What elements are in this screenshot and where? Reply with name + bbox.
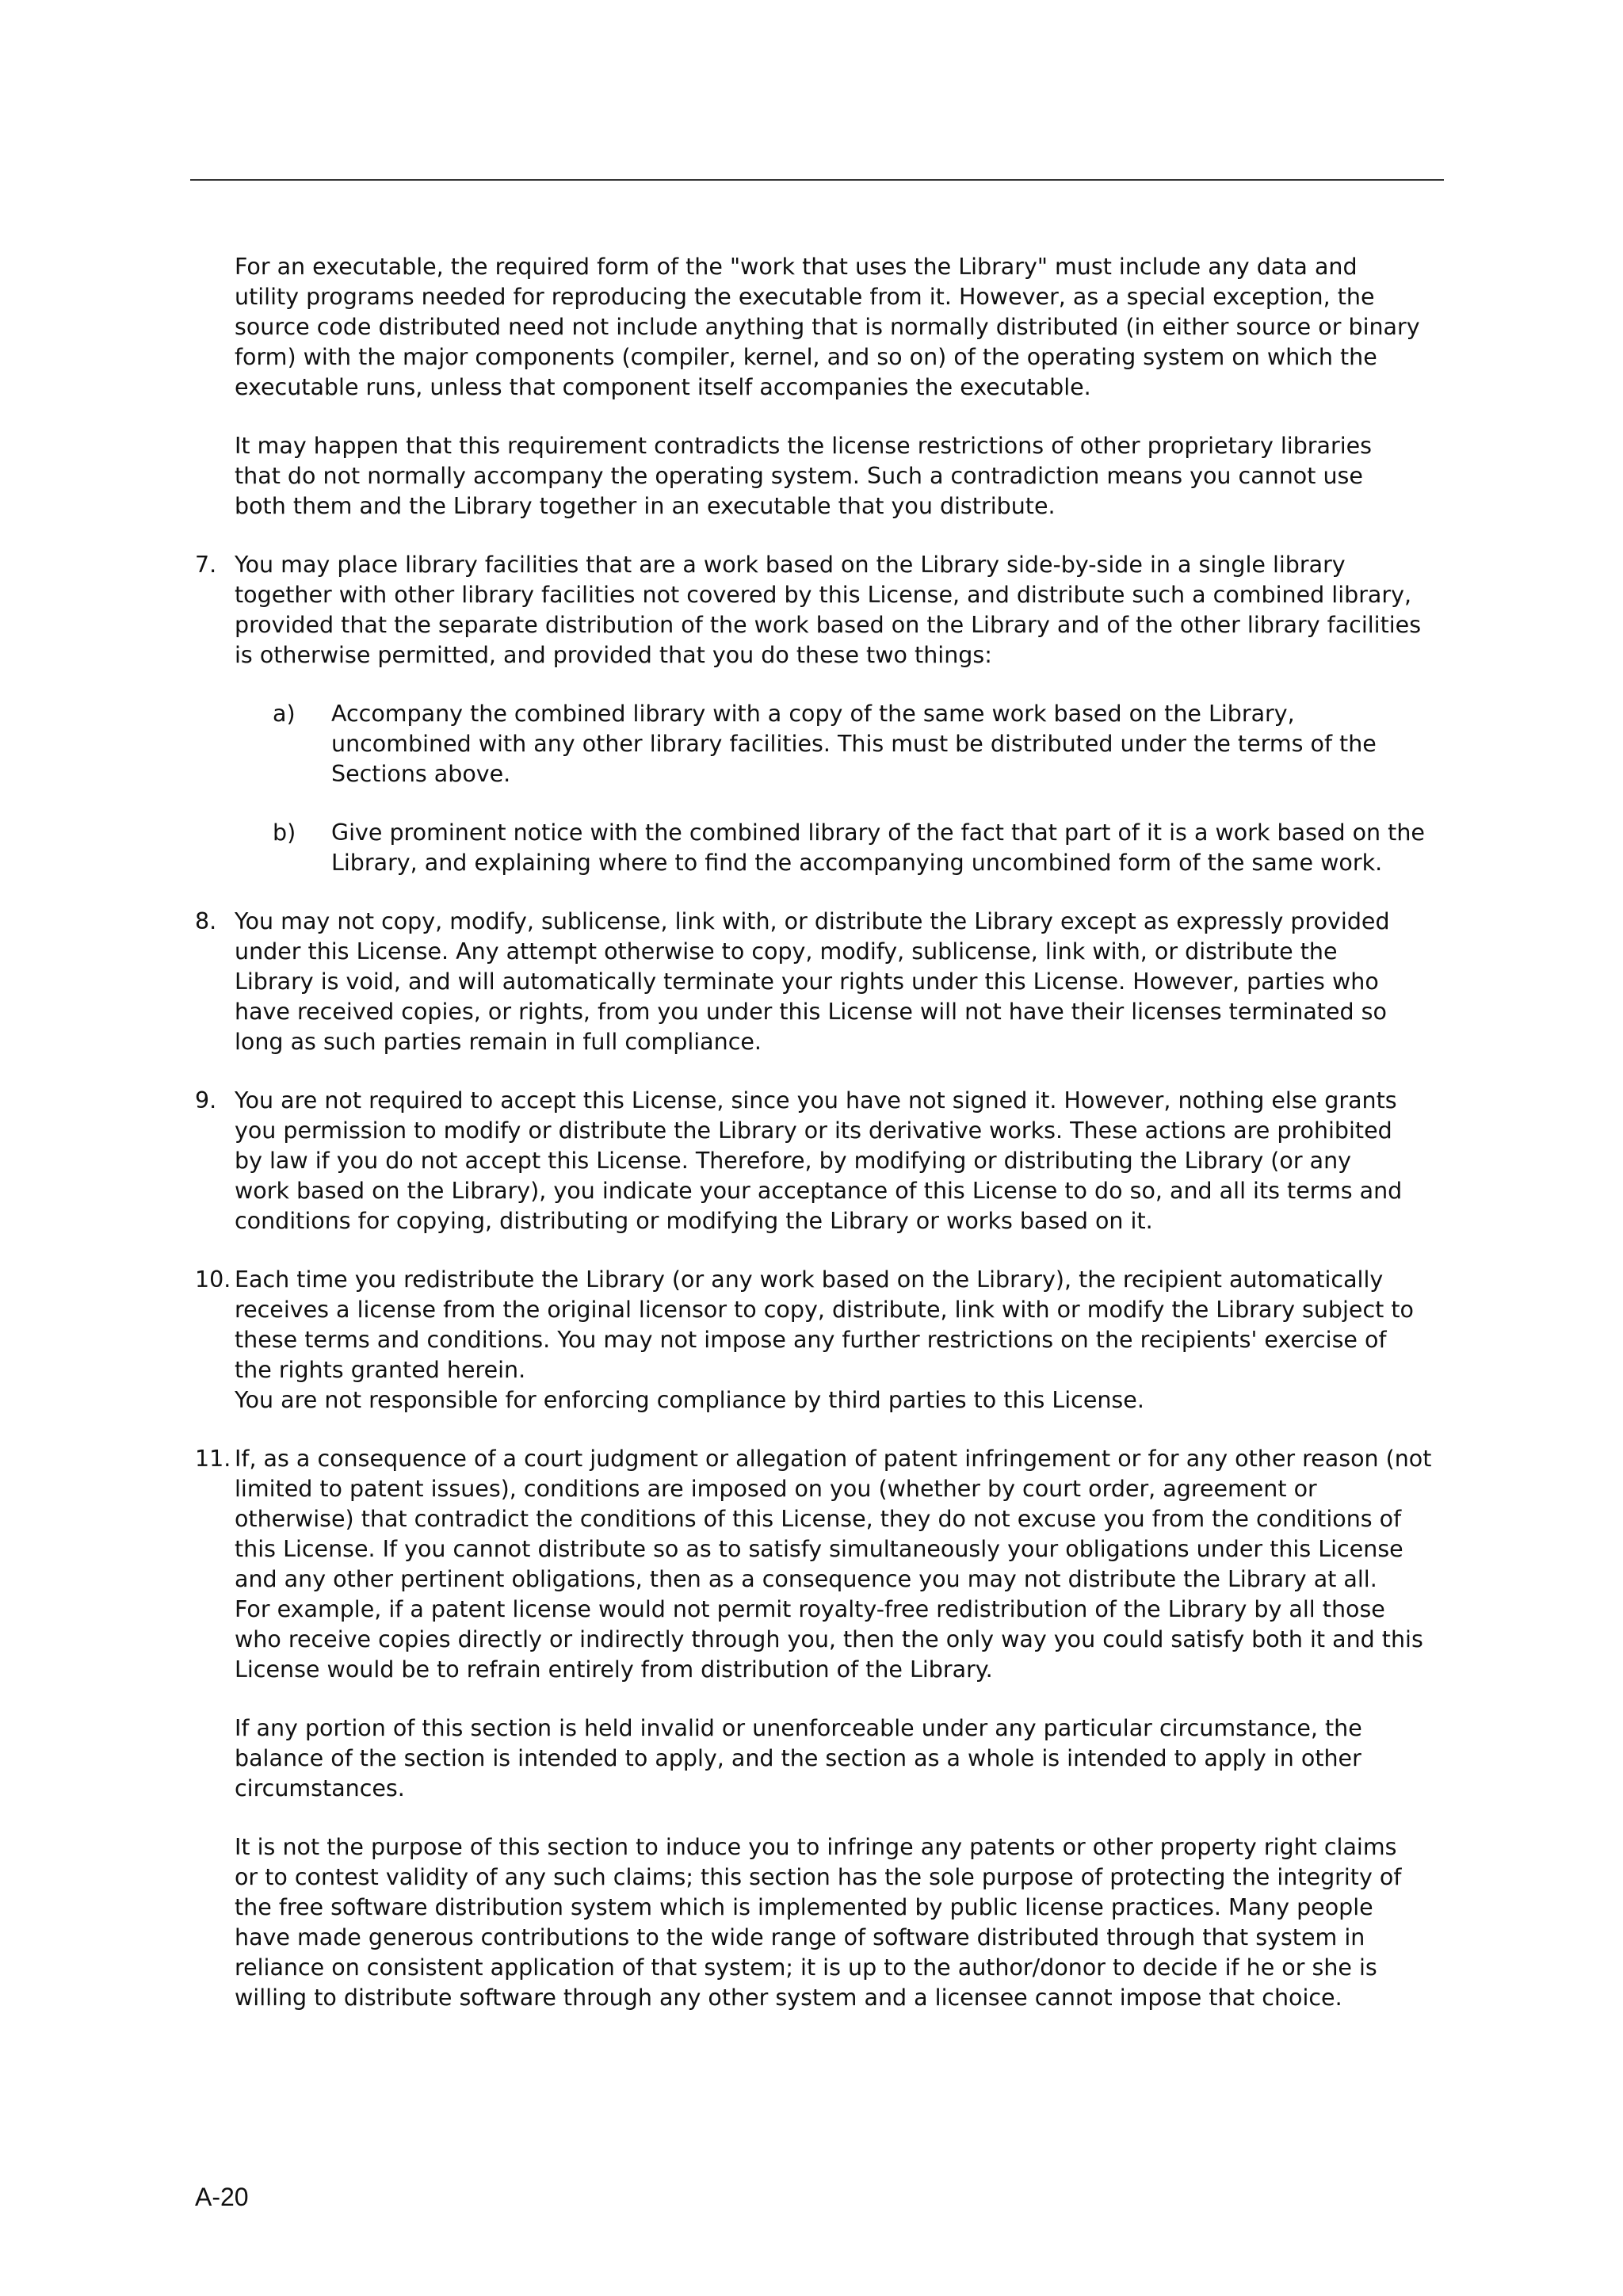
sub-item-a	[273, 699, 1447, 789]
list-item-8	[195, 907, 1447, 1057]
sub-item-b	[273, 818, 1447, 878]
list-item-text: You may not copy, modify, sublicense, link with, or distribute the Library except as expressly provided under this License. Any attempt otherwise to copy, modify, sublicense, link with, or distribute the Library is void, and will automatically terminate your rights under this License. However, parties who have received copies, or rights, from you under this License will not have their licenses terminated so long as such parties remain in full compliance.	[235, 908, 1390, 1055]
list-item-number: 8.	[195, 908, 217, 934]
list-item-7	[195, 550, 1447, 878]
list-item-text: Each time you redistribute the Library (or any work based on the Library), the recipient automatically receives a license from the original licensor to copy, distribute, link with or modify the Library subject to these terms and conditions. You may not impose any further restrictions on the recipients' exercise of the rights granted herein. You are not responsible for enforcing compliance by third parties to this License.	[235, 1266, 1414, 1413]
sub-item-text: Accompany the combined library with a copy of the same work based on the Library, uncombined with any other library facilities. This must be distributed under the terms of the Sections above.	[331, 701, 1377, 787]
header-rule	[190, 179, 1444, 181]
list-item-text: You are not required to accept this License, since you have not signed it. However, nothing else grants you permission to modify or distribute the Library or its derivative works. These actions are prohibited by law if you do not accept this License. Therefore, by modifying or distributing the Library (or any work based on the Library), you indicate your acceptance of this License to do so, and all its terms and conditions for copying, distributing or modifying the Library or works based on it.	[235, 1087, 1403, 1234]
sub-item-label: a)	[273, 701, 296, 727]
list-item-text: You may place library facilities that are a work based on the Library side-by-side in a single library together with other library facilities not covered by this License, and distribute such a combined library, provided that the separate distribution of the work based on the Library and of the other library facilities is otherwise permitted, and provided that you do these two things:	[235, 552, 1422, 668]
list-item-paragraph: It is not the purpose of this section to induce you to infringe any patents or other property right claims or to contest validity of any such claims; this section has the sole purpose of protecting the integrity of the free software distribution system which is implemented by public license practices. Many people have made generous contributions to the wide range of software distributed through that system in reliance on consistent application of that system; it is up to the author/donor to decide if he or she is willing to distribute software through any other system and a licensee cannot impose that choice.	[235, 1834, 1402, 2011]
list-item-number: 9.	[195, 1087, 217, 1114]
list-item-10	[195, 1265, 1447, 1415]
list-item-paragraph: If any portion of this section is held invalid or unenforceable under any particular circumstance, the balance of the section is intended to apply, and the section as a whole is intended to apply in other circumstances.	[235, 1715, 1362, 1801]
list-item-number: 7.	[195, 552, 217, 578]
list-item-9	[195, 1086, 1447, 1236]
paragraph-requirement-contradiction: It may happen that this requirement contradicts the license restrictions of other proprietary libraries that do not normally accompany the operating system. Such a contradiction means you cannot use both them and the Library together in an executable that you distribute.	[235, 433, 1372, 519]
page-number: A-20	[195, 2183, 249, 2211]
paragraph-executable-form: For an executable, the required form of the "work that uses the Library" must include any data and utility programs needed for reproducing the executable from it. However, as a special exception, the source code distributed need not include anything that is normally distributed (in either source or binary form) with the major components (compiler, kernel, and so on) of the operating system on which the executable runs, unless that component itself accompanies the executable.	[235, 254, 1420, 400]
document-body	[195, 252, 1447, 2042]
list-item-text: If, as a consequence of a court judgment or allegation of patent infringement or for any other reason (not limited to patent issues), conditions are imposed on you (whether by court order, agreement or otherwise) that contradict the conditions of this License, they do not excuse you from the conditions of this License. If you cannot distribute so as to satisfy simultaneously your obligations under this License and any other pertinent obligations, then as a consequence you may not distribute the Library at all. For example, if a patent license would not permit royalty-free redistribution of the Library by all those who receive copies directly or indirectly through you, then the only way you could satisfy both it and this License would be to refrain entirely from distribution of the Library.	[235, 1446, 1432, 1683]
list-item-number: 10.	[195, 1266, 231, 1293]
sub-item-text: Give prominent notice with the combined library of the fact that part of it is a work based on the Library, and explaining where to find the accompanying uncombined form of the same work.	[331, 819, 1425, 876]
list-item-number: 11.	[195, 1446, 231, 1472]
sub-item-label: b)	[273, 819, 296, 846]
list-item-11	[195, 1444, 1447, 2013]
